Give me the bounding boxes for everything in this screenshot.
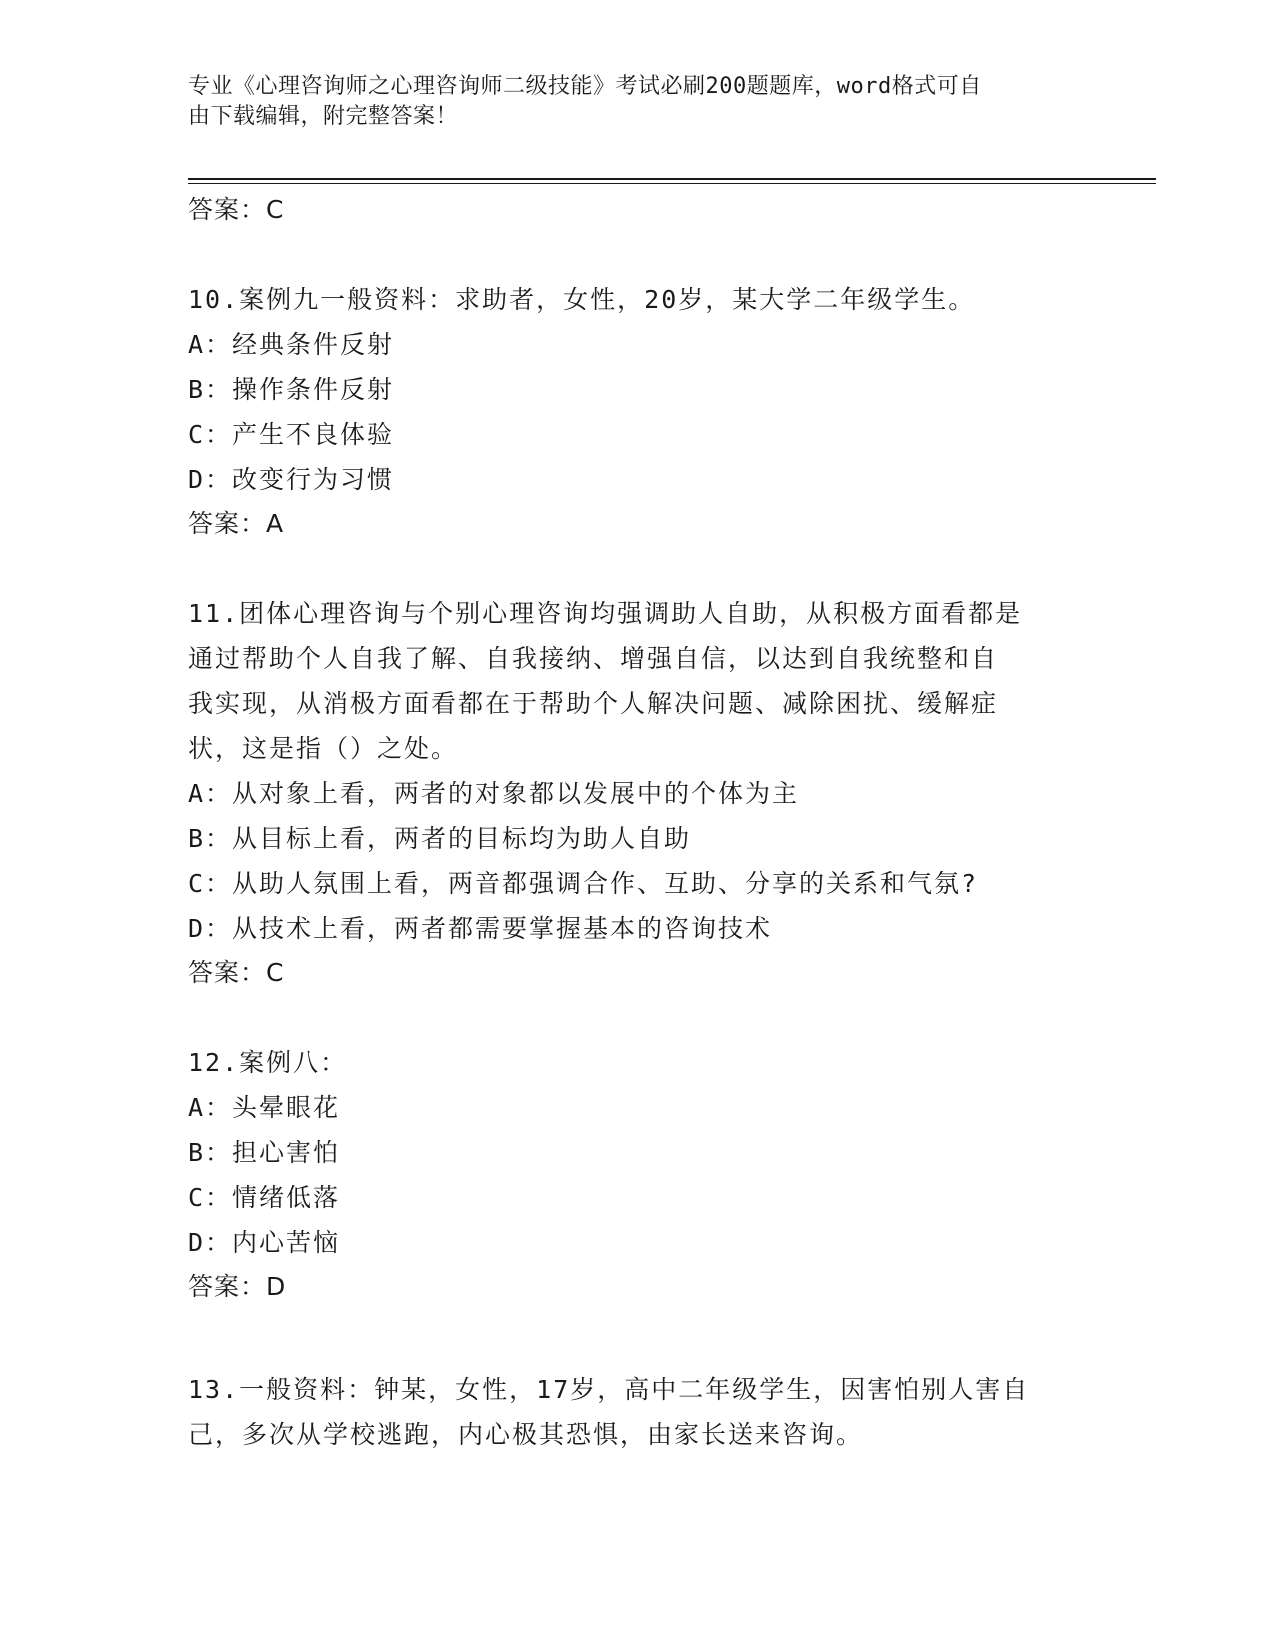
option-b: B：操作条件反射 <box>188 375 395 404</box>
question-12 <box>188 1040 1088 1309</box>
spacer <box>188 546 1088 591</box>
answer-label: 答案：A <box>188 509 285 538</box>
question-stem-line: 11.团体心理咨询与个别心理咨询均强调助人自助，从积极方面看都是 <box>188 599 1023 628</box>
spacer <box>188 995 1088 1040</box>
spacer <box>188 232 1088 277</box>
option-d: D：内心苦恼 <box>188 1228 341 1257</box>
option-d: D：从技术上看，两者都需要掌握基本的咨询技术 <box>188 914 773 943</box>
question-list <box>188 188 1088 1457</box>
header-line-2: 由下载编辑，附完整答案！ <box>188 104 459 129</box>
spacer <box>188 1309 1088 1367</box>
header-divider-thin <box>188 183 1156 184</box>
option-b: B：从目标上看，两者的目标均为助人自助 <box>188 824 692 853</box>
document-header <box>188 72 1088 132</box>
question-stem: 12.案例八： <box>188 1048 348 1077</box>
question-stem-line: 13.一般资料：钟某，女性，17岁，高中二年级学生，因害怕别人害自 <box>188 1375 1030 1404</box>
answer-label: 答案：C <box>188 195 285 224</box>
question-11 <box>188 591 1088 995</box>
question-10 <box>188 277 1088 546</box>
question-13 <box>188 1367 1088 1457</box>
option-b: B：担心害怕 <box>188 1138 341 1167</box>
header-line-1: 专业《心理咨询师之心理咨询师二级技能》考试必刷200题题库，word格式可自 <box>188 74 982 99</box>
question-stem-line: 通过帮助个人自我了解、自我接纳、增强自信，以达到自我统整和自 <box>188 644 999 673</box>
option-c: C：从助人氛围上看，两音都强调合作、互助、分享的关系和气氛? <box>188 869 979 898</box>
answer-label: 答案：C <box>188 958 285 987</box>
option-d: D：改变行为习惯 <box>188 465 395 494</box>
question-stem-line: 状，这是指（）之处。 <box>188 734 459 763</box>
option-a: A：头晕眼花 <box>188 1093 341 1122</box>
question-stem: 10.案例九一般资料：求助者，女性，20岁，某大学二年级学生。 <box>188 285 976 314</box>
header-divider-thick <box>188 178 1156 180</box>
option-a: A：经典条件反射 <box>188 330 395 359</box>
option-c: C：产生不良体验 <box>188 420 395 449</box>
option-a: A：从对象上看，两者的对象都以发展中的个体为主 <box>188 779 800 808</box>
question-stem-line: 己，多次从学校逃跑，内心极其恐惧，由家长送来咨询。 <box>188 1420 864 1449</box>
answer-label: 答案：D <box>188 1272 287 1301</box>
question-stem-line: 我实现，从消极方面看都在于帮助个人解决问题、减除困扰、缓解症 <box>188 689 999 718</box>
option-c: C：情绪低落 <box>188 1183 341 1212</box>
